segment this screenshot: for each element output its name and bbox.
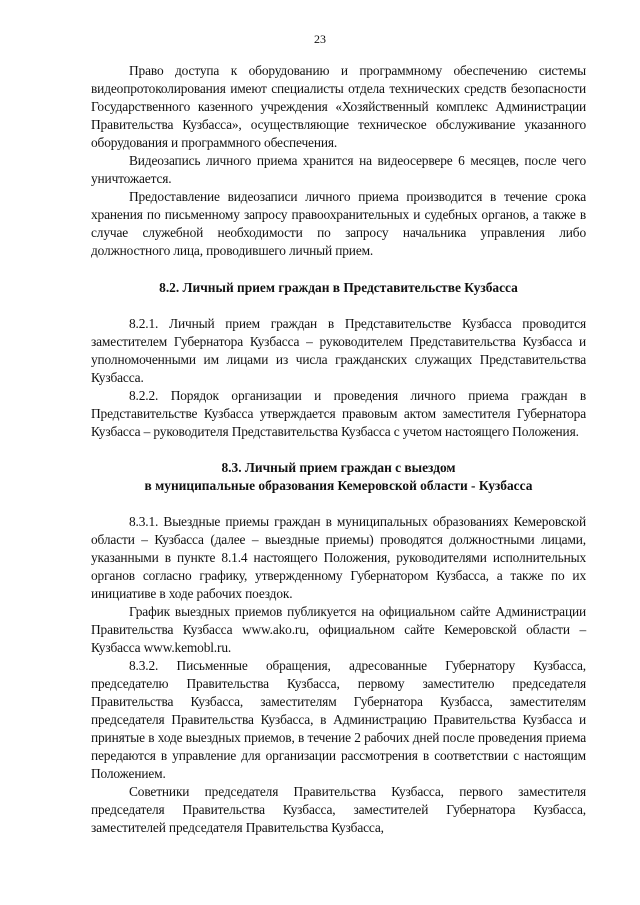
section-8-2-heading: 8.2. Личный прием граждан в Представительстве Кузбасса: [159, 280, 518, 295]
paragraph-8-3-2: 8.3.2. Письменные обращения, адресованные Губернатору Кузбасса, председателю Правительства Кузбасса, первому заместителю председателя Правительства Кузбасса, заместителям Губернатора Кузбасса, заместителям председателя Правительства Кузбасса, в Администрацию Правительства Кузбасса и принятые в ходе выездных приемов, в течение 2 рабочих дней после проведения приема передаются в управление для организации рассмотрения в соответствии с настоящим Положением.: [91, 658, 586, 781]
paragraph-8-3-1: 8.3.1. Выездные приемы граждан в муниципальных образованиях Кемеровской области – Кузбасса (далее – выездные приемы) проводятся должностными лицами, указанными в пункте 8.1.4 настоящего Положения, руководителями исполнительных органов согласно графику, утвержденному Губернатором Кузбасса, а также по их инициативе в ходе рабочих поездок.: [91, 514, 586, 601]
paragraph-video-provision: Предоставление видеозаписи личного приема производится в течение срока хранения по письменному запросу правоохранительных и судебных органов, а также в случае служебной необходимости по запросу начальника управления либо должностного лица, проводившего личный прием.: [91, 189, 586, 258]
document-body: [91, 62, 586, 837]
paragraph-video-storage: Видеозапись личного приема хранится на видеосервере 6 месяцев, после чего уничтожается.: [91, 153, 586, 186]
paragraph-8-2-1: 8.2.1. Личный прием граждан в Представительстве Кузбасса проводится заместителем Губернатора Кузбасса – руководителем Представительства Кузбасса и уполномоченными им лицами из числа гражданских служащих Представительства Кузбасса.: [91, 316, 586, 385]
paragraph-8-2-2: 8.2.2. Порядок организации и проведения личного приема граждан в Представительстве Кузбасса утверждается правовым актом заместителя Губернатора Кузбасса – руководителя Представительства Кузбасса с учетом настоящего Положения.: [91, 388, 586, 439]
section-8-3-heading-line1: 8.3. Личный прием граждан с выездом: [221, 460, 456, 475]
paragraph-access-rights: Право доступа к оборудованию и программному обеспечению системы видеопротоколирования имеют специалисты отдела технических средств безопасности Государственного казенного учреждения «Хозяйственный комплекс Администрации Правительства Кузбасса», осуществляющие техническое обслуживание указанного оборудования и программного обеспечения.: [91, 63, 586, 150]
page-number: 23: [314, 32, 326, 46]
section-8-3-heading-line2: в муниципальные образования Кемеровской области - Кузбасса: [144, 478, 533, 493]
paragraph-schedule-publication: График выездных приемов публикуется на официальном сайте Администрации Правительства Кузбасса www.ako.ru, официальном сайте Кемеровской области – Кузбасса www.kemobl.ru.: [91, 604, 586, 655]
paragraph-advisors: Советники председателя Правительства Кузбасса, первого заместителя председателя Правительства Кузбасса, заместителей Губернатора Кузбасса, заместителей председателя Правительства Кузбасса,: [91, 784, 586, 835]
